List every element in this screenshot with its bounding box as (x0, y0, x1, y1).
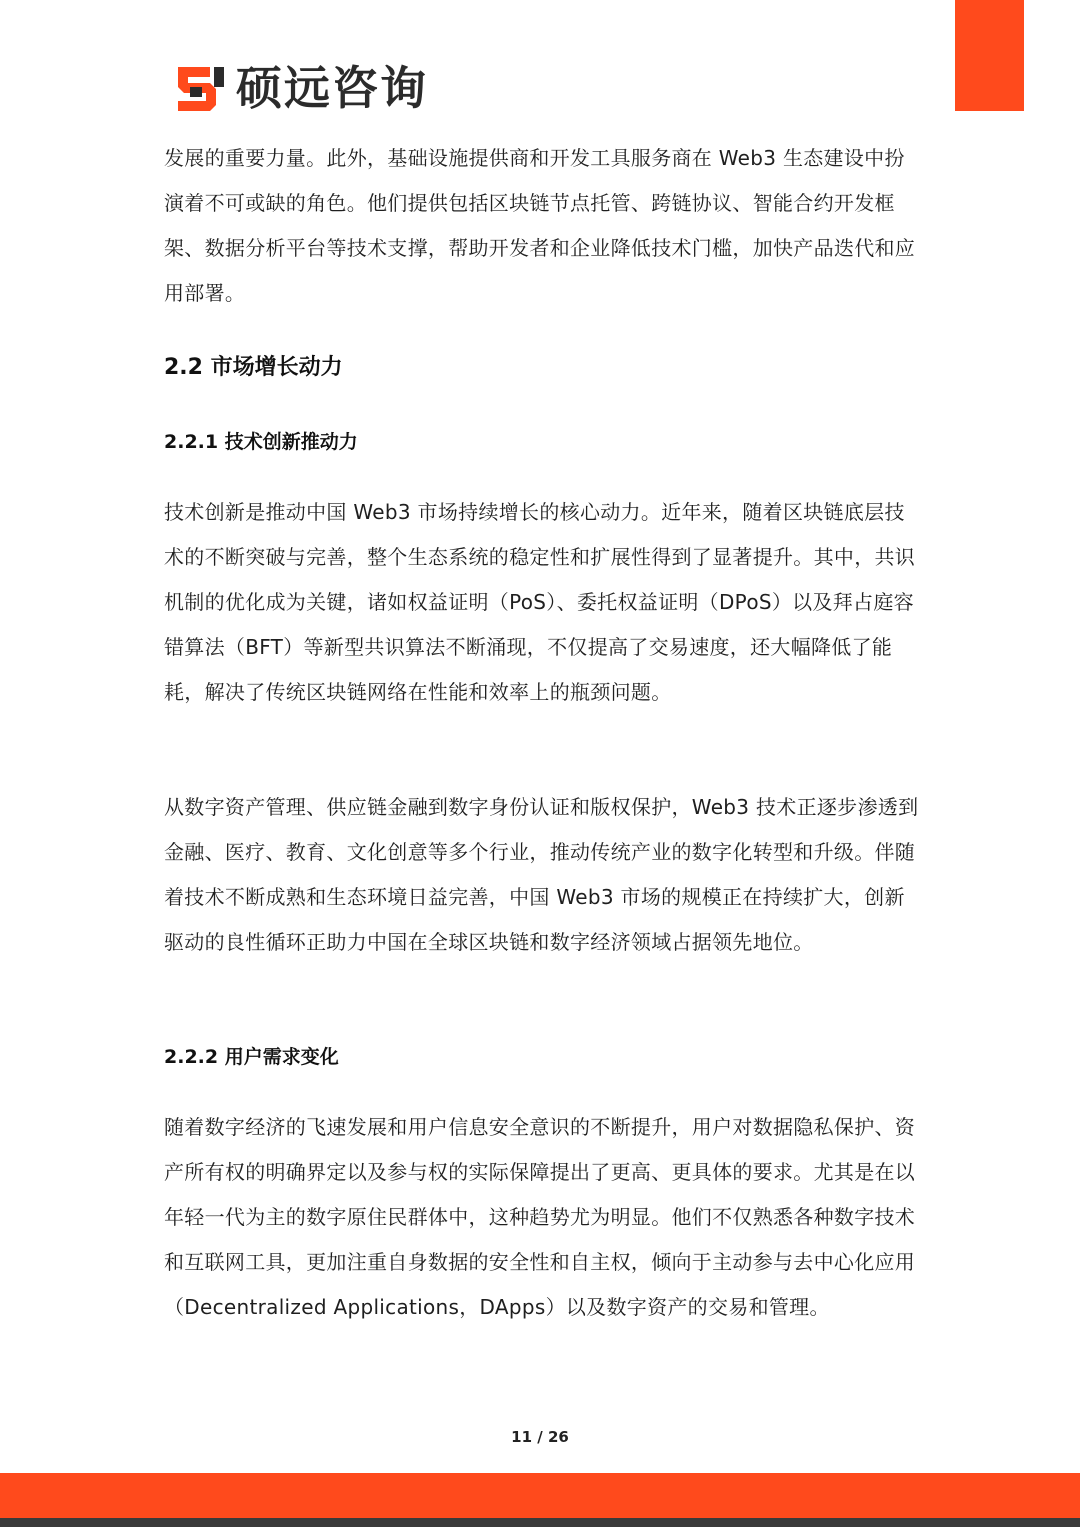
page-number: 11 / 26 (511, 1428, 569, 1446)
subsection-title-user-demand: 2.2.2 用户需求变化 (164, 1046, 339, 1068)
brand-logo (176, 62, 428, 114)
intro-paragraph: 发展的重要力量。此外，基础设施提供商和开发工具服务商在 Web3 生态建设中扮演着不可或缺的角色。他们提供包括区块链节点托管、跨链协议、智能合约开发框架、数据分析平台等技术支撑，帮助开发者和企业降低技术门槛，加快产品迭代和应用部署。 (164, 146, 916, 305)
subsection-title-tech-innovation: 2.2.1 技术创新推动力 (164, 431, 358, 453)
brand-name: 硕远咨询 (236, 61, 428, 115)
footer-dark-stripe (0, 1518, 1080, 1527)
tech-innovation-paragraph-1: 技术创新是推动中国 Web3 市场持续增长的核心动力。近年来，随着区块链底层技术的不断突破与完善，整个生态系统的稳定性和扩展性得到了显著提升。其中，共识机制的优化成为关键，诸如权益证明（PoS）、委托权益证明（DPoS）以及拜占庭容错算法（BFT）等新型共识算法不断涌现，不仅提高了交易速度，还大幅降低了能耗，解决了传统区块链网络在性能和效率上的瓶颈问题。 (164, 500, 916, 704)
corner-accent-block (955, 0, 1024, 111)
brand-logo-mark-icon (176, 65, 226, 111)
user-demand-paragraph: 随着数字经济的飞速发展和用户信息安全意识的不断提升，用户对数据隐私保护、资产所有权的明确界定以及参与权的实际保障提出了更高、更具体的要求。尤其是在以年轻一代为主的数字原住民群体中，这种趋势尤为明显。他们不仅熟悉各种数字技术和互联网工具，更加注重自身数据的安全性和自主权，倾向于主动参与去中心化应用（Decentralized Applications，DApps）以及数字资产的交易和管理。 (164, 1115, 916, 1319)
footer-accent-bar (0, 1473, 1080, 1518)
tech-innovation-paragraph-2: 从数字资产管理、供应链金融到数字身份认证和版权保护，Web3 技术正逐步渗透到金融、医疗、教育、文化创意等多个行业，推动传统产业的数字化转型和升级。伴随着技术不断成熟和生态环境日益完善，中国 Web3 市场的规模正在持续扩大，创新驱动的良性循环正助力中国在全球区块链和数字经济领域占据领先地位。 (164, 795, 919, 954)
section-title: 2.2 市场增长动力 (164, 355, 343, 380)
